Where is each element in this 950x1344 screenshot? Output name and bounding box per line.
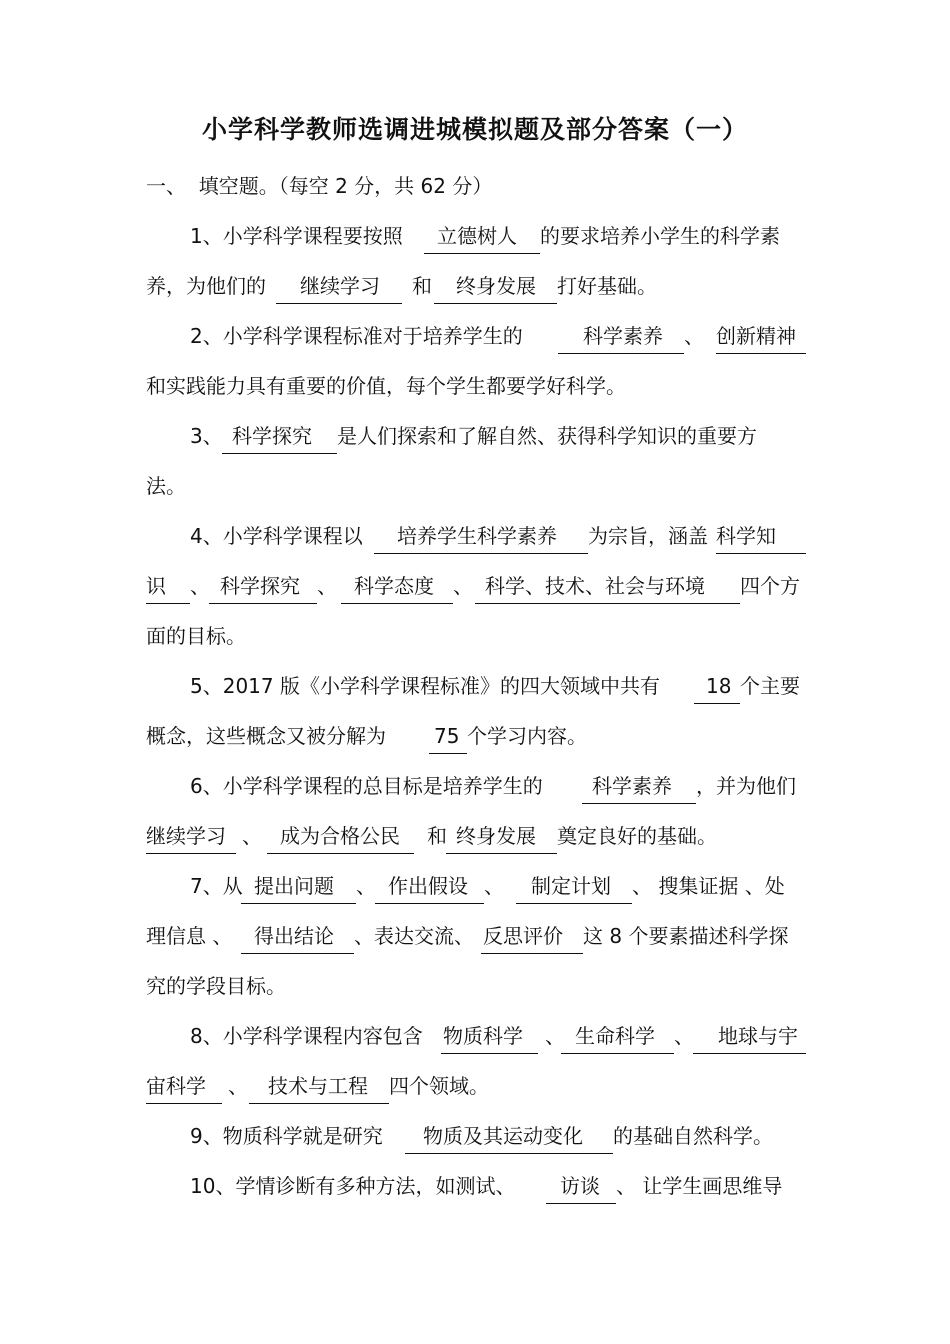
answer-blank [146,818,236,854]
line-text: 9、物质科学就是研究 [190,1124,383,1148]
answer-blank [558,318,684,354]
line-text: 、 [684,324,704,348]
document-title: 小学科学教师选调进城模拟题及部分答案（一） [201,115,748,144]
answer-blank [694,668,740,704]
line-text: 、 [674,1024,694,1048]
text-line [0,1118,950,1154]
text-line [0,518,950,554]
line-text: 和 [427,824,447,848]
text-line [0,318,950,354]
answer-blank [222,418,337,454]
text-line [0,218,950,254]
text-line [0,468,950,504]
text-line [0,868,950,904]
line-text: 2、小学科学课程标准对于培养学生的 [190,324,523,348]
line-text: 、 [317,574,337,598]
answer-text: 制定计划 [531,874,611,898]
answer-blank [249,1068,389,1104]
line-text: 10、学情诊断有多种方法，如测试、 [190,1174,516,1198]
line-text: 和 [412,274,432,298]
answer-text: 访谈 [560,1174,600,1198]
line-text: 法。 [146,474,186,498]
answer-blank [267,818,414,854]
line-text: 、 [453,574,473,598]
answer-blank [424,218,540,254]
line-text: 、 搜集证据 、处 [632,874,785,898]
answer-text: 立德树人 [437,224,517,248]
line-text: 奠定良好的基础。 [557,824,717,848]
text-line [0,1018,950,1054]
line-text: 7、从 [190,874,243,898]
answer-text: 培养学生科学素养 [397,524,557,548]
text-line [0,268,950,304]
answer-blank [582,768,696,804]
text-line [0,568,950,604]
line-text: ，并为他们 [696,774,796,798]
line-text: 8、小学科学课程内容包含 [190,1024,423,1048]
answer-blank [441,1018,538,1054]
section-heading-text: 一、 填空题。（每空 2 分，共 62 分） [146,174,493,198]
answer-text: 科学态度 [354,574,434,598]
answer-text: 18 [706,674,732,698]
text-line [0,818,950,854]
answer-text: 提出问题 [254,874,334,898]
line-text: 6、小学科学课程的总目标是培养学生的 [190,774,543,798]
text-line [0,918,950,954]
answer-text: 75 [434,724,460,748]
section-heading [0,168,950,204]
line-text: 四个方 [740,574,800,598]
line-text: 养，为他们的 [146,274,266,298]
answer-blank [693,1018,806,1054]
line-text: 究的学段目标。 [146,974,286,998]
answer-text: 科学、技术、社会与环境 [485,574,705,598]
text-line [0,1068,950,1104]
line-text: 、 [228,1074,248,1098]
text-line [0,718,950,754]
answer-blank [716,518,806,554]
answer-text: 继续学习 [300,274,380,298]
text-line [0,668,950,704]
line-text: 、表达交流、 [354,924,474,948]
line-text: 1、小学科学课程要按照 [190,224,403,248]
line-text: 理信息 、 [146,924,233,948]
text-line [0,768,950,804]
answer-blank [341,568,453,604]
answer-text: 终身发展 [456,824,536,848]
text-line [0,368,950,404]
answer-blank [716,318,806,354]
answer-text: 终身发展 [456,274,536,298]
line-text: 概念，这些概念又被分解为 [146,724,386,748]
answer-blank [405,1118,613,1154]
answer-text: 科学素养 [592,774,672,798]
answer-text: 继续学习 [146,824,226,848]
answer-text: 作出假设 [388,874,468,898]
text-line [0,1168,950,1204]
line-text: 、 [190,574,210,598]
answer-blank [375,868,484,904]
answer-blank [209,568,317,604]
line-text: 是人们探索和了解自然、获得科学知识的重要方 [337,424,757,448]
answer-text: 宙科学 [146,1074,206,1098]
answer-text: 识 [146,574,166,598]
text-line [0,968,950,1004]
answer-text: 科学知 [716,524,776,548]
answer-blank [146,1068,222,1104]
answer-blank [516,868,632,904]
answer-blank [434,268,557,304]
answer-text: 成为合格公民 [280,824,400,848]
answer-blank [446,818,557,854]
answer-text: 生命科学 [575,1024,655,1048]
line-text: 、 [242,824,262,848]
answer-text: 科学探究 [220,574,300,598]
line-text: 4、小学科学课程以 [190,524,363,548]
line-text: 的基础自然科学。 [613,1124,773,1148]
answer-text: 技术与工程 [268,1074,368,1098]
answer-blank [374,518,588,554]
answer-text: 物质科学 [443,1024,523,1048]
line-text: 四个领域。 [389,1074,489,1098]
answer-text: 得出结论 [254,924,334,948]
answer-blank [276,268,402,304]
answer-text: 科学素养 [583,324,663,348]
answer-blank [146,568,190,604]
line-text: 个学习内容。 [467,724,587,748]
line-text: 5、2017 版《小学科学课程标准》的四大领域中共有 [190,674,660,698]
line-text: 、 [545,1024,565,1048]
answer-blank [481,918,583,954]
line-text: 、 [356,874,376,898]
answer-text: 创新精神 [716,324,796,348]
answer-text: 反思评价 [483,924,563,948]
answer-blank [429,718,467,754]
line-text: 打好基础。 [557,274,657,298]
text-line [0,618,950,654]
answer-text: 地球与宇 [718,1024,798,1048]
line-text: 面的目标。 [146,624,246,648]
answer-text: 科学探究 [232,424,312,448]
answer-text: 物质及其运动变化 [423,1124,583,1148]
line-text: 和实践能力具有重要的价值，每个学生都要学好科学。 [146,374,626,398]
line-text: 的要求培养小学生的科学素 [540,224,780,248]
line-text: 、 [484,874,504,898]
answer-blank [546,1168,616,1204]
text-line [0,418,950,454]
line-text: 3、 [190,424,223,448]
line-text: 这 8 个要素描述科学探 [583,924,789,948]
answer-blank [241,868,356,904]
line-text: 为宗旨，涵盖 [588,524,708,548]
line-text: 个主要 [740,674,800,698]
answer-blank [561,1018,674,1054]
answer-blank [475,568,740,604]
line-text: 、 让学生画思维导 [616,1174,783,1198]
answer-blank [241,918,354,954]
